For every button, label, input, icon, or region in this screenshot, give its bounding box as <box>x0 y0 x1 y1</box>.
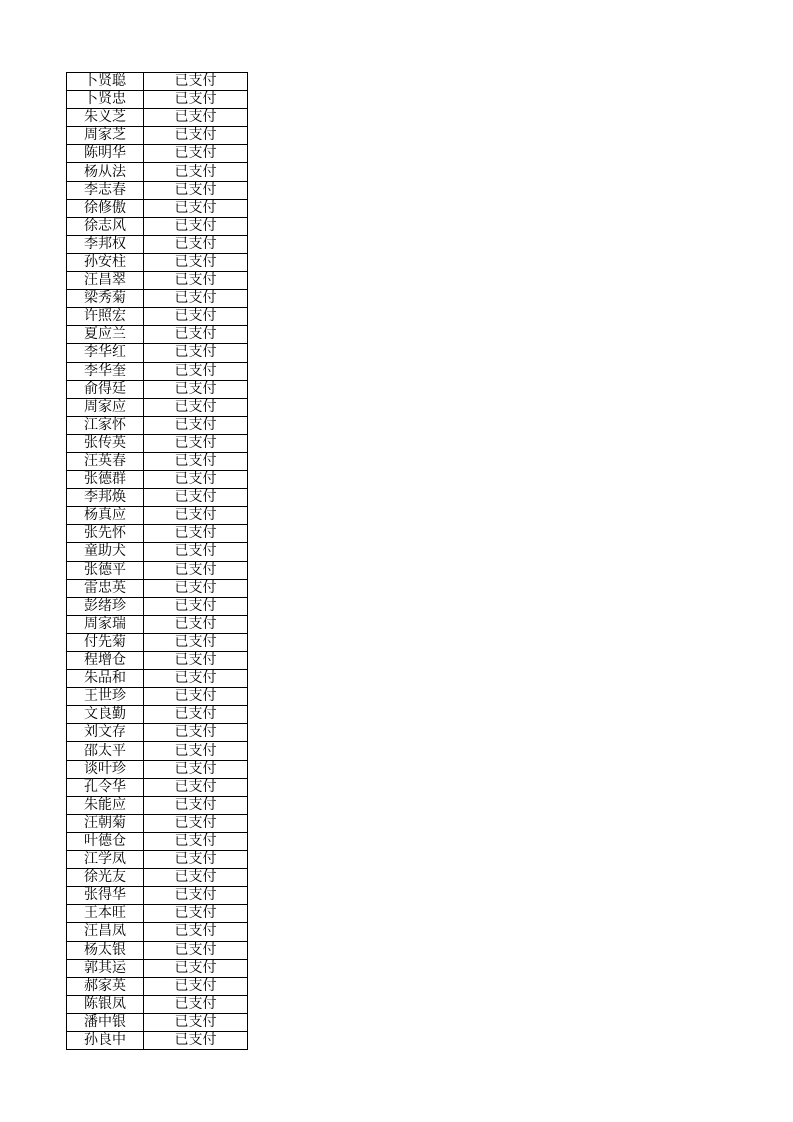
payment-status-cell[interactable]: 已支付 <box>144 977 248 995</box>
table-row <box>67 145 248 163</box>
payment-status-cell[interactable]: 已支付 <box>144 471 248 489</box>
name-cell[interactable]: 张得华 <box>67 887 144 905</box>
table-row <box>67 832 248 850</box>
payment-status-cell[interactable]: 已支付 <box>144 253 248 271</box>
payment-status-table <box>66 72 248 1050</box>
payment-status-cell[interactable]: 已支付 <box>144 290 248 308</box>
name-cell[interactable]: 张传英 <box>67 434 144 452</box>
table-row <box>67 561 248 579</box>
name-cell[interactable]: 邵太平 <box>67 742 144 760</box>
name-cell[interactable]: 潘中银 <box>67 1013 144 1031</box>
payment-status-cell[interactable]: 已支付 <box>144 941 248 959</box>
table-row <box>67 959 248 977</box>
payment-status-cell[interactable]: 已支付 <box>144 145 248 163</box>
payment-status-cell[interactable]: 已支付 <box>144 869 248 887</box>
name-cell[interactable]: 卜贤忠 <box>67 91 144 109</box>
name-cell[interactable]: 陈明华 <box>67 145 144 163</box>
table-row <box>67 452 248 470</box>
payment-status-cell[interactable]: 已支付 <box>144 796 248 814</box>
name-cell[interactable]: 汪英春 <box>67 452 144 470</box>
name-cell[interactable]: 王世珍 <box>67 688 144 706</box>
name-cell[interactable]: 杨从法 <box>67 163 144 181</box>
payment-status-cell[interactable]: 已支付 <box>144 398 248 416</box>
table-row <box>67 778 248 796</box>
table-row <box>67 127 248 145</box>
payment-status-cell[interactable]: 已支付 <box>144 199 248 217</box>
name-cell[interactable]: 孙安柱 <box>67 253 144 271</box>
name-cell[interactable]: 汪昌凤 <box>67 923 144 941</box>
table-row <box>67 181 248 199</box>
payment-status-cell[interactable]: 已支付 <box>144 507 248 525</box>
name-cell[interactable]: 张德平 <box>67 561 144 579</box>
payment-status-cell[interactable]: 已支付 <box>144 959 248 977</box>
table-row <box>67 760 248 778</box>
name-cell[interactable]: 徐光友 <box>67 869 144 887</box>
payment-status-cell[interactable]: 已支付 <box>144 778 248 796</box>
payment-status-cell[interactable]: 已支付 <box>144 73 248 91</box>
name-cell[interactable]: 孙良中 <box>67 1031 144 1049</box>
name-cell[interactable]: 张德群 <box>67 471 144 489</box>
name-cell[interactable]: 李邦焕 <box>67 489 144 507</box>
name-cell[interactable]: 郭其运 <box>67 959 144 977</box>
payment-status-cell[interactable]: 已支付 <box>144 326 248 344</box>
table-row <box>67 398 248 416</box>
name-cell[interactable]: 文良勤 <box>67 706 144 724</box>
table-row <box>67 272 248 290</box>
table-row <box>67 941 248 959</box>
name-cell[interactable]: 王本旺 <box>67 905 144 923</box>
payment-status-cell[interactable]: 已支付 <box>144 362 248 380</box>
table-row <box>67 489 248 507</box>
payment-status-cell[interactable]: 已支付 <box>144 109 248 127</box>
payment-status-cell[interactable]: 已支付 <box>144 706 248 724</box>
table-row <box>67 652 248 670</box>
table-row <box>67 217 248 235</box>
payment-status-cell[interactable]: 已支付 <box>144 434 248 452</box>
payment-status-cell[interactable]: 已支付 <box>144 1013 248 1031</box>
payment-status-cell[interactable]: 已支付 <box>144 724 248 742</box>
payment-status-cell[interactable]: 已支付 <box>144 995 248 1013</box>
table-row <box>67 597 248 615</box>
payment-status-cell[interactable]: 已支付 <box>144 217 248 235</box>
name-cell[interactable]: 程增仓 <box>67 652 144 670</box>
payment-status-cell[interactable]: 已支付 <box>144 380 248 398</box>
table-row <box>67 326 248 344</box>
name-cell[interactable]: 朱品和 <box>67 670 144 688</box>
payment-status-cell[interactable]: 已支付 <box>144 561 248 579</box>
table-row <box>67 109 248 127</box>
table-row <box>67 814 248 832</box>
table-row <box>67 362 248 380</box>
payment-status-cell[interactable]: 已支付 <box>144 615 248 633</box>
name-cell[interactable]: 许照宏 <box>67 308 144 326</box>
name-cell[interactable]: 周家芝 <box>67 127 144 145</box>
table-row <box>67 977 248 995</box>
name-cell[interactable]: 梁秀菊 <box>67 290 144 308</box>
table-row <box>67 869 248 887</box>
name-cell[interactable]: 朱义芝 <box>67 109 144 127</box>
table-row <box>67 615 248 633</box>
payment-status-cell[interactable]: 已支付 <box>144 923 248 941</box>
name-cell[interactable]: 江学凤 <box>67 851 144 869</box>
name-cell[interactable]: 叶德仓 <box>67 832 144 850</box>
name-cell[interactable]: 雷忠英 <box>67 579 144 597</box>
payment-status-cell[interactable]: 已支付 <box>144 597 248 615</box>
payment-status-cell[interactable]: 已支付 <box>144 851 248 869</box>
payment-status-cell[interactable]: 已支付 <box>144 688 248 706</box>
table-row <box>67 308 248 326</box>
table-row <box>67 742 248 760</box>
payment-status-cell[interactable]: 已支付 <box>144 633 248 651</box>
payment-status-cell[interactable]: 已支付 <box>144 91 248 109</box>
name-cell[interactable]: 卜贤聪 <box>67 73 144 91</box>
table-row <box>67 91 248 109</box>
payment-status-cell[interactable]: 已支付 <box>144 832 248 850</box>
table-row <box>67 1013 248 1031</box>
name-cell[interactable]: 彭绪珍 <box>67 597 144 615</box>
payment-status-cell[interactable]: 已支付 <box>144 760 248 778</box>
payment-status-cell[interactable]: 已支付 <box>144 181 248 199</box>
payment-status-cell[interactable]: 已支付 <box>144 543 248 561</box>
name-cell[interactable]: 李邦权 <box>67 235 144 253</box>
table-row <box>67 253 248 271</box>
name-cell[interactable]: 徐修傲 <box>67 199 144 217</box>
name-cell[interactable]: 徐志风 <box>67 217 144 235</box>
name-cell[interactable]: 李志春 <box>67 181 144 199</box>
name-cell[interactable]: 汪朝菊 <box>67 814 144 832</box>
name-cell[interactable]: 周家瑞 <box>67 615 144 633</box>
payment-status-cell[interactable]: 已支付 <box>144 1031 248 1049</box>
table-row <box>67 1031 248 1049</box>
table-row <box>67 706 248 724</box>
table-row <box>67 633 248 651</box>
table-row <box>67 905 248 923</box>
payment-status-cell[interactable]: 已支付 <box>144 163 248 181</box>
payment-status-cell[interactable]: 已支付 <box>144 416 248 434</box>
name-cell[interactable]: 朱能应 <box>67 796 144 814</box>
table-row <box>67 507 248 525</box>
payment-status-cell[interactable]: 已支付 <box>144 344 248 362</box>
payment-status-cell[interactable]: 已支付 <box>144 452 248 470</box>
table-row <box>67 434 248 452</box>
table-row <box>67 199 248 217</box>
table-row <box>67 525 248 543</box>
payment-status-cell[interactable]: 已支付 <box>144 525 248 543</box>
name-cell[interactable]: 付先菊 <box>67 633 144 651</box>
payment-status-cell[interactable]: 已支付 <box>144 742 248 760</box>
table-row <box>67 995 248 1013</box>
name-cell[interactable]: 谈叶珍 <box>67 760 144 778</box>
table-row <box>67 923 248 941</box>
name-cell[interactable]: 童助犬 <box>67 543 144 561</box>
name-cell[interactable]: 夏应兰 <box>67 326 144 344</box>
table-row <box>67 380 248 398</box>
table-row <box>67 344 248 362</box>
table-row <box>67 851 248 869</box>
payment-status-cell[interactable]: 已支付 <box>144 814 248 832</box>
table-row <box>67 724 248 742</box>
name-cell[interactable]: 李华奎 <box>67 362 144 380</box>
name-cell[interactable]: 杨真应 <box>67 507 144 525</box>
name-cell[interactable]: 李华红 <box>67 344 144 362</box>
name-cell[interactable]: 杨太银 <box>67 941 144 959</box>
payment-status-cell[interactable]: 已支付 <box>144 670 248 688</box>
payment-status-cell[interactable]: 已支付 <box>144 272 248 290</box>
payment-status-cell[interactable]: 已支付 <box>144 652 248 670</box>
payment-status-table-body <box>67 73 248 1050</box>
payment-status-cell[interactable]: 已支付 <box>144 905 248 923</box>
payment-status-cell[interactable]: 已支付 <box>144 579 248 597</box>
table-row <box>67 796 248 814</box>
table-row <box>67 416 248 434</box>
payment-status-cell[interactable]: 已支付 <box>144 489 248 507</box>
table-row <box>67 543 248 561</box>
payment-status-cell[interactable]: 已支付 <box>144 308 248 326</box>
payment-status-cell[interactable]: 已支付 <box>144 235 248 253</box>
name-cell[interactable]: 张先怀 <box>67 525 144 543</box>
table-row <box>67 73 248 91</box>
table-row <box>67 579 248 597</box>
name-cell[interactable]: 刘文存 <box>67 724 144 742</box>
table-row <box>67 235 248 253</box>
name-cell[interactable]: 俞得廷 <box>67 380 144 398</box>
name-cell[interactable]: 陈银凤 <box>67 995 144 1013</box>
table-row <box>67 887 248 905</box>
payment-status-cell[interactable]: 已支付 <box>144 127 248 145</box>
table-row <box>67 670 248 688</box>
name-cell[interactable]: 孔令华 <box>67 778 144 796</box>
name-cell[interactable]: 江家怀 <box>67 416 144 434</box>
name-cell[interactable]: 汪昌翠 <box>67 272 144 290</box>
name-cell[interactable]: 周家应 <box>67 398 144 416</box>
name-cell[interactable]: 郝家英 <box>67 977 144 995</box>
table-row <box>67 688 248 706</box>
payment-status-cell[interactable]: 已支付 <box>144 887 248 905</box>
table-row <box>67 471 248 489</box>
table-row <box>67 163 248 181</box>
table-row <box>67 290 248 308</box>
